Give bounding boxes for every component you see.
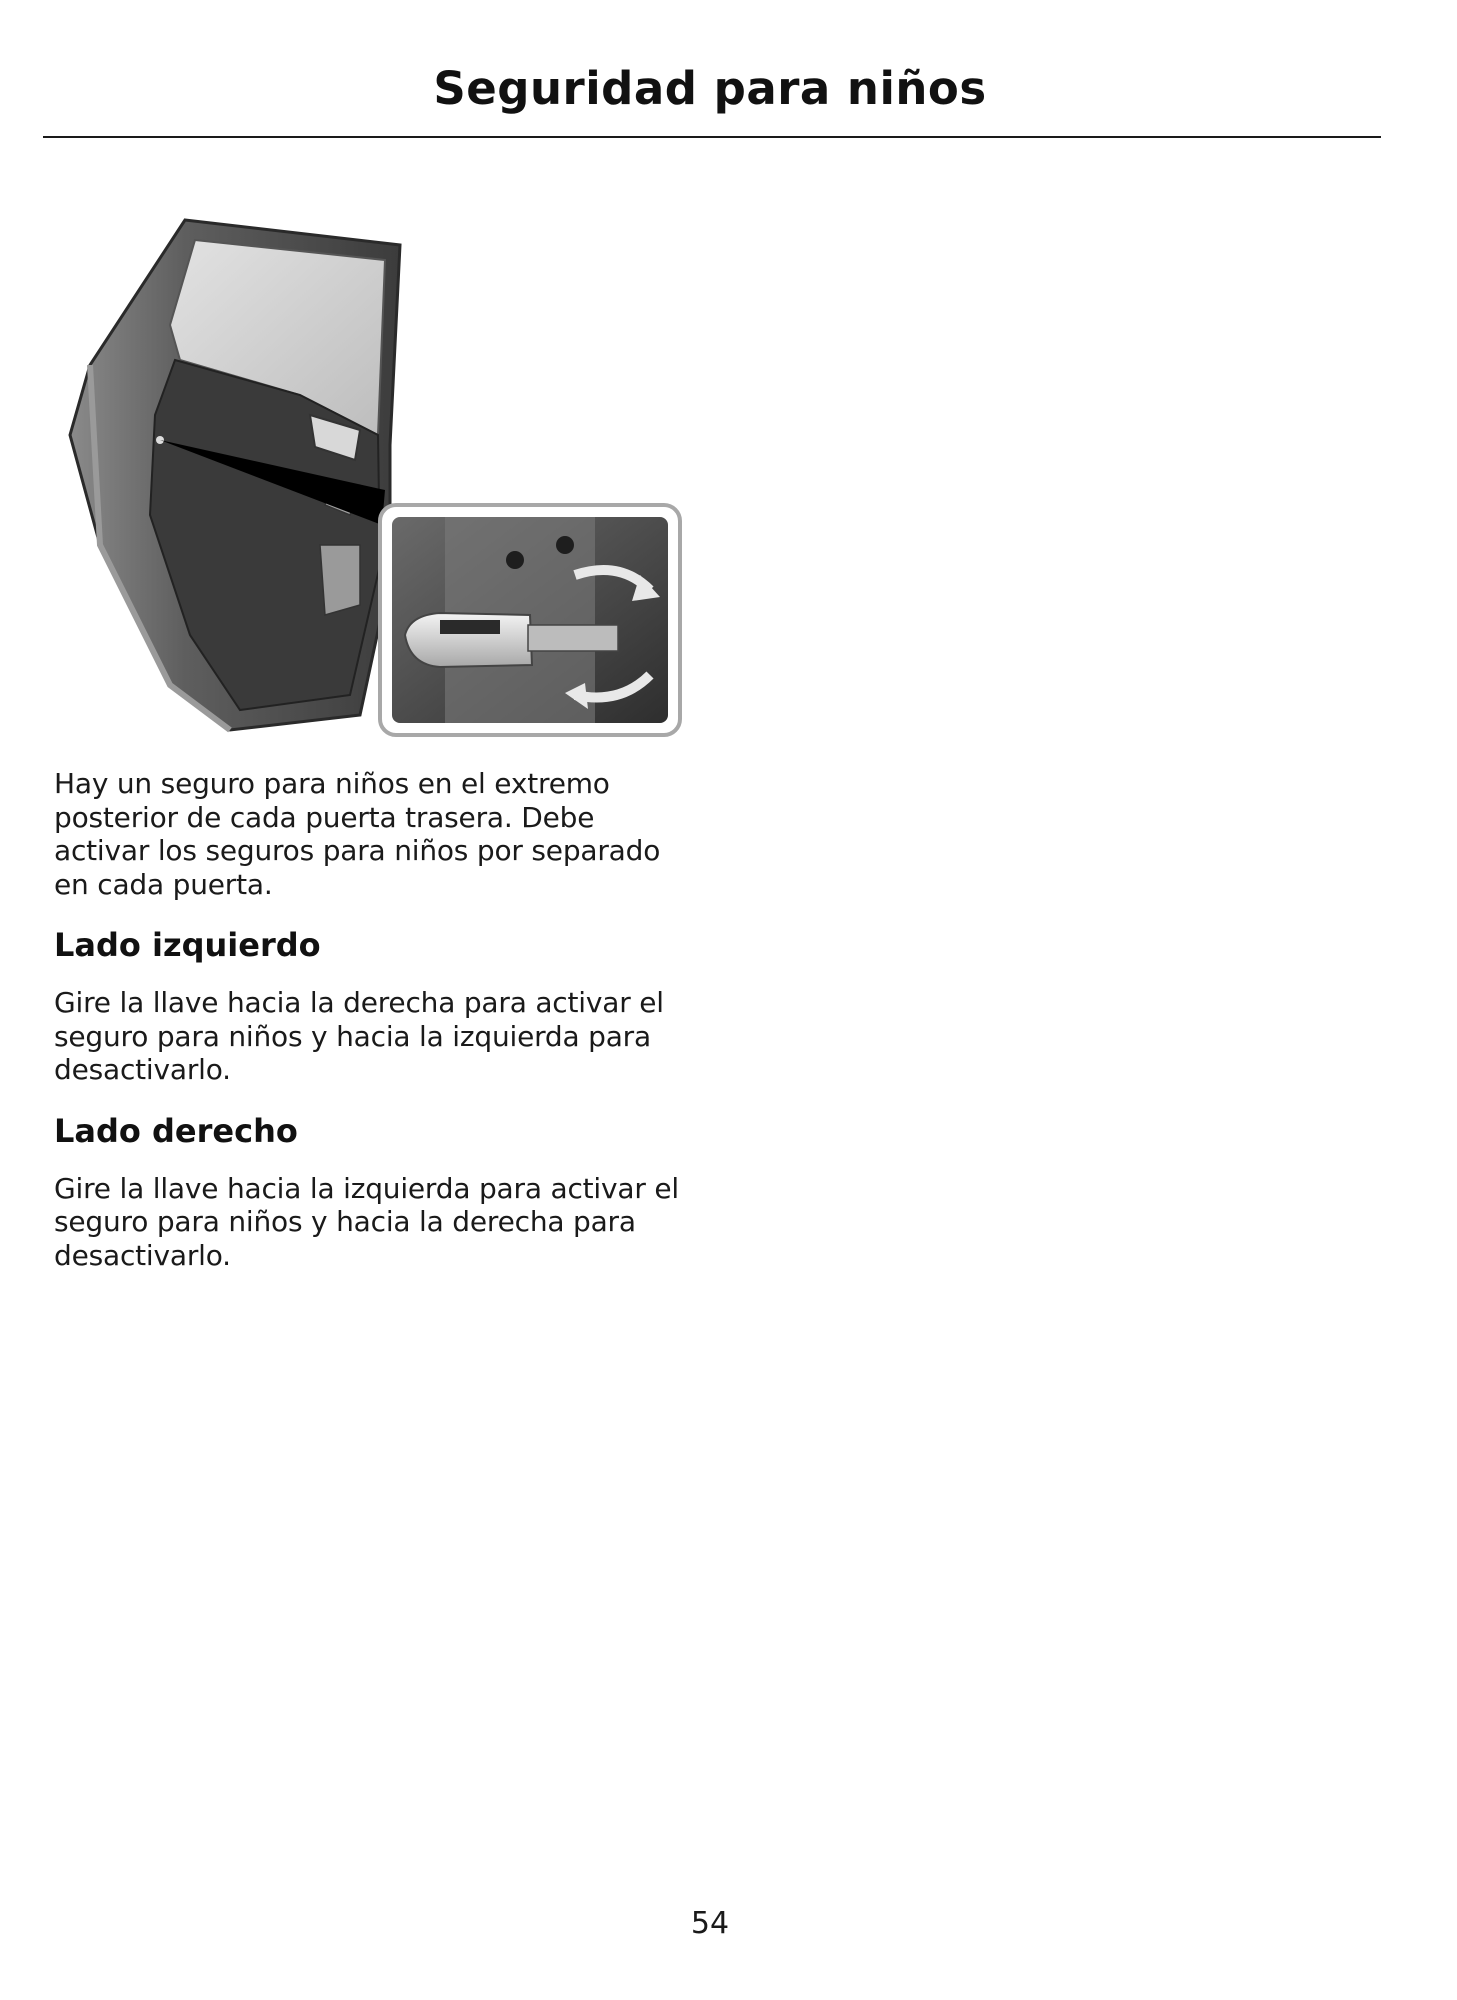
section-text-left: Gire la llave hacia la derecha para activar el seguro para niños y hacia la izquierda para desactivarlo. (54, 986, 664, 1086)
page-number: 54 (690, 1906, 730, 1941)
title-divider (43, 136, 1381, 138)
section-heading-right: Lado derecho (54, 1111, 298, 1150)
child-lock-illustration (60, 215, 690, 745)
section-text-right: Gire la llave hacia la izquierda para activar el seguro para niños y hacia la derecha para desactivarlo. (54, 1171, 679, 1272)
page-title: Seguridad para niños (433, 62, 987, 115)
rear-door-drawing (70, 220, 400, 730)
intro-paragraph: Hay un seguro para niños en el extremo posterior de cada puerta trasera. Debe activar los seguros para niños por separado en cada puerta. (54, 767, 661, 901)
inset-key-detail (380, 505, 680, 735)
main-content (54, 767, 694, 1272)
section-heading-left: Lado izquierdo (54, 926, 321, 964)
